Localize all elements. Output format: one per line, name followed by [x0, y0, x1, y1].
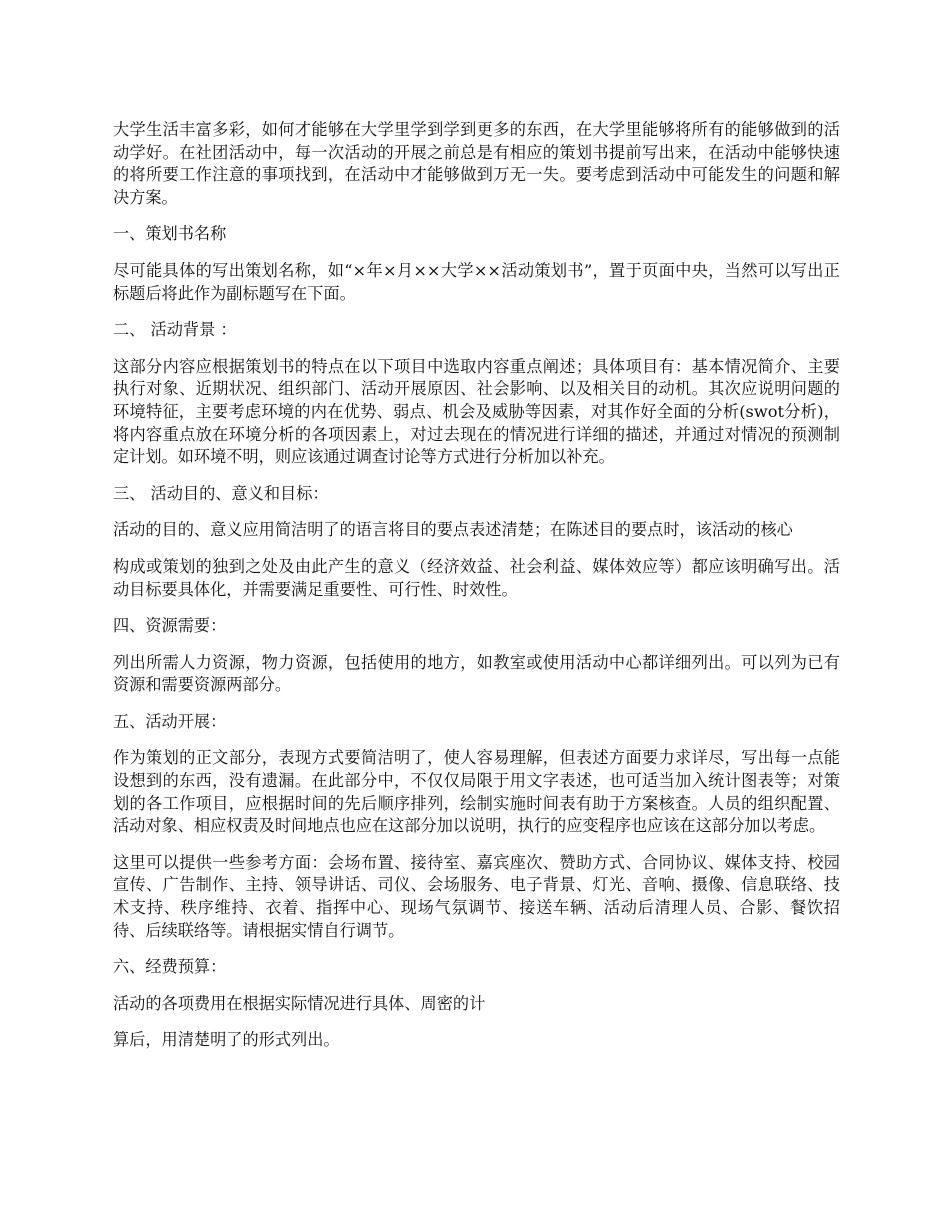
- section-heading-goals: 三、 活动目的、意义和目标：: [113, 483, 329, 503]
- section-paragraph: 尽可能具体的写出策划名称，如“×年×月××大学××活动策划书”，置于页面中央，当然可以写出正标题后将此作为副标题写在下面。: [113, 260, 840, 303]
- section-paragraph: 算后，用清楚明了的形式列出。: [113, 1030, 340, 1050]
- intro-paragraph: 大学生活丰富多彩，如何才能够在大学里学到学到更多的东西，在大学里能够将所有的能够做到的活动学好。在社团活动中，每一次活动的开展之前总是有相应的策划书提前写出来，在活动中能够快速的将所要工作注意的事项找到，在活动中才能够做到万无一失。要考虑到活动中可能发生的问题和解决方案。: [113, 120, 840, 207]
- section-paragraph: 这里可以提供一些参考方面：会场布置、接待室、嘉宾座次、赞助方式、合同协议、媒体支持、校园宣传、广告制作、主持、领导讲话、司仪、会场服务、电子背景、灯光、音响、摄像、信息联络、技术支持、秩序维持、衣着、指挥中心、现场气氛调节、接送车辆、活动后清理人员、合影、餐饮招待、后续联络等。请根据实情自行调节。: [113, 852, 840, 940]
- section-paragraph: 构成或策划的独到之处及由此产生的意义（经济效益、社会利益、媒体效应等）都应该明确写出。活动目标要具体化，并需要满足重要性、可行性、时效性。: [113, 556, 840, 599]
- section-paragraph: 列出所需人力资源，物力资源，包括使用的地方，如教室或使用活动中心都详细列出。可以列为已有资源和需要资源两部分。: [113, 652, 840, 695]
- section-paragraph: 作为策划的正文部分，表现方式要简洁明了，使人容易理解，但表述方面要力求详尽，写出每一点能设想到的东西，没有遗漏。在此部分中，不仅仅局限于用文字表述，也可适当加入统计图表等；对策划的各工作项目，应根据时间的先后顺序排列，绘制实施时间表有助于方案核查。人员的组织配置、活动对象、相应权责及时间地点也应在这部分加以说明，执行的应变程序也应该在这部分加以考虑。: [113, 748, 840, 836]
- section-heading-name: 一、策划书名称: [113, 224, 227, 244]
- section-heading-background: 二、 活动背景 ：: [113, 320, 237, 340]
- document-body: [113, 119, 840, 1066]
- section-heading-budget: 六、经费预算：: [113, 957, 227, 977]
- section-paragraph: 这部分内容应根据策划书的特点在以下项目中选取内容重点阐述；具体项目有：基本情况简介、主要执行对象、近期状况、组织部门、活动开展原因、社会影响、以及相关目的动机。其次应说明问题的环境特征，主要考虑环境的内在优势、弱点、机会及威胁等因素，对其作好全面的分析(swot分析)，将内容重点放在环境分析的各项因素上，对过去现在的情况进行详细的描述，并通过对情况的预测制定计划。如环境不明，则应该通过调查讨论等方式进行分析加以补充。: [113, 356, 840, 467]
- section-heading-resources: 四、资源需要：: [113, 616, 227, 636]
- section-paragraph: 活动的各项费用在根据实际情况进行具体、周密的计: [113, 993, 486, 1013]
- section-heading-execution: 五、活动开展：: [113, 711, 227, 731]
- section-paragraph: 活动的目的、意义应用简洁明了的语言将目的要点表述清楚；在陈述目的要点时，该活动的核心: [113, 520, 793, 540]
